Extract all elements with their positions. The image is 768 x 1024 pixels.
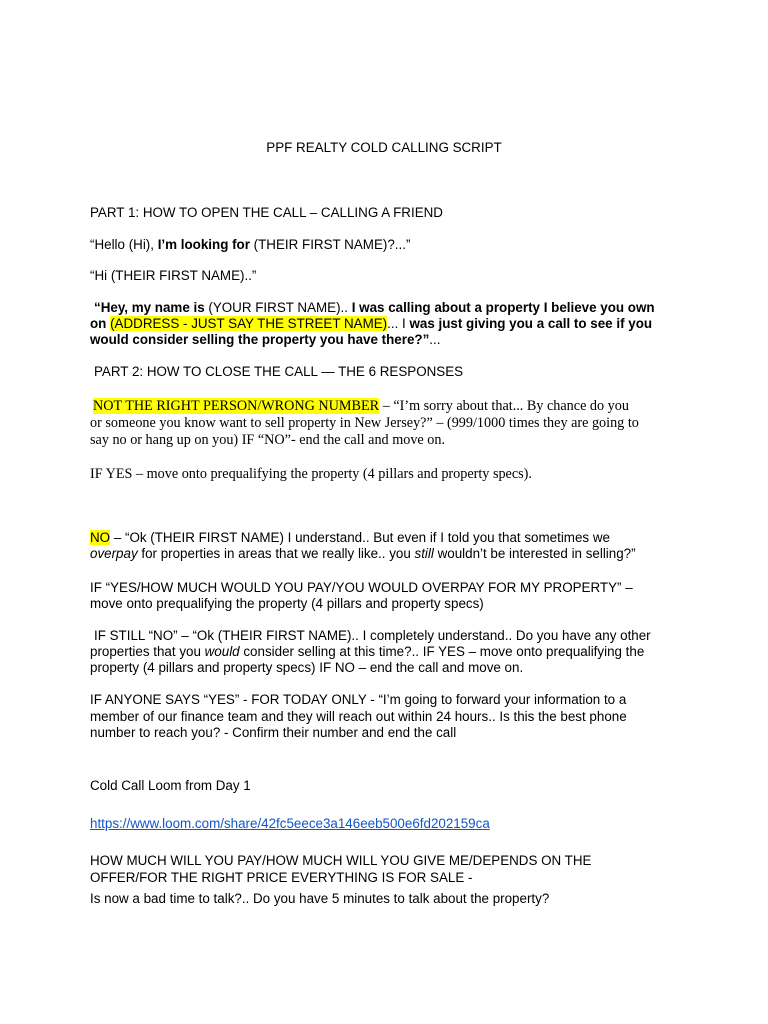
loom-link[interactable] [90, 816, 490, 832]
hey-line-3: would consider selling the property you have there?”... [90, 332, 441, 347]
address-highlight: (ADDRESS - JUST SAY THE STREET NAME) [110, 316, 388, 331]
if-anyone-line-1: IF ANYONE SAYS “YES” - FOR TODAY ONLY - “I’m going to forward your information to a [90, 692, 627, 707]
hi-line: “Hi (THEIR FIRST NAME)..” [90, 268, 257, 283]
hello-line: “Hello (Hi), I’m looking for (THEIR FIRST NAME)?...” [90, 237, 411, 252]
if-yes-prequalify: IF YES – move onto prequalifying the property (4 pillars and property specs). [90, 466, 532, 482]
loom-label: Cold Call Loom from Day 1 [90, 778, 251, 793]
no-highlight: NO [90, 530, 111, 545]
wrong-number-line-3: say no or hang up on you) IF “NO”- end the call and move on. [90, 432, 445, 448]
if-still-no-line-1: IF STILL “NO” – “Ok (THEIR FIRST NAME).. I completely understand.. Do you have any other [94, 628, 651, 643]
wrong-number-highlight: NOT THE RIGHT PERSON/WRONG NUMBER [93, 398, 380, 414]
loom-link-text[interactable]: https://www.loom.com/share/42fc5eece3a146eeb500e6fd202159ca [90, 816, 490, 831]
no-line-2: overpay for properties in areas that we really like.. you still wouldn’t be interested in selling?” [90, 546, 636, 561]
wrong-number-line-2: or someone you know want to sell property in New Jersey?” – (999/1000 times they are going to [90, 415, 639, 431]
hey-line-2: on (ADDRESS - JUST SAY THE STREET NAME)... I was just giving you a call to see if you [90, 316, 653, 331]
part1-heading: PART 1: HOW TO OPEN THE CALL – CALLING A FRIEND [90, 205, 443, 220]
hey-line-1: “Hey, my name is (YOUR FIRST NAME).. I was calling about a property I believe you own [94, 300, 655, 315]
if-anyone-line-3: number to reach you? - Confirm their number and end the call [90, 725, 457, 740]
document-title: PPF REALTY COLD CALLING SCRIPT [266, 140, 502, 155]
part2-heading: PART 2: HOW TO CLOSE THE CALL — THE 6 RESPONSES [94, 364, 464, 379]
if-anyone-line-2: member of our finance team and they will reach out within 24 hours.. Is this the best phone [90, 709, 627, 724]
how-much-line-2: OFFER/FOR THE RIGHT PRICE EVERYTHING IS FOR SALE - [90, 870, 473, 885]
no-line-1: NO – “Ok (THEIR FIRST NAME) I understand.. But even if I told you that sometimes we [90, 530, 610, 545]
if-still-no-line-2: properties that you would consider selling at this time?.. IF YES – move onto prequalifying the [90, 644, 645, 659]
if-yes-overpay-line-1: IF “YES/HOW MUCH WOULD YOU PAY/YOU WOULD OVERPAY FOR MY PROPERTY” – [90, 580, 633, 595]
how-much-line-3: Is now a bad time to talk?.. Do you have 5 minutes to talk about the property? [90, 891, 550, 906]
how-much-line-1: HOW MUCH WILL YOU PAY/HOW MUCH WILL YOU GIVE ME/DEPENDS ON THE [90, 853, 592, 868]
if-yes-overpay-line-2: move onto prequalifying the property (4 pillars and property specs) [90, 596, 484, 611]
wrong-number-line-1: NOT THE RIGHT PERSON/WRONG NUMBER – “I’m sorry about that... By chance do you [93, 398, 629, 414]
if-still-no-line-3: property (4 pillars and property specs) IF NO – end the call and move on. [90, 660, 524, 675]
